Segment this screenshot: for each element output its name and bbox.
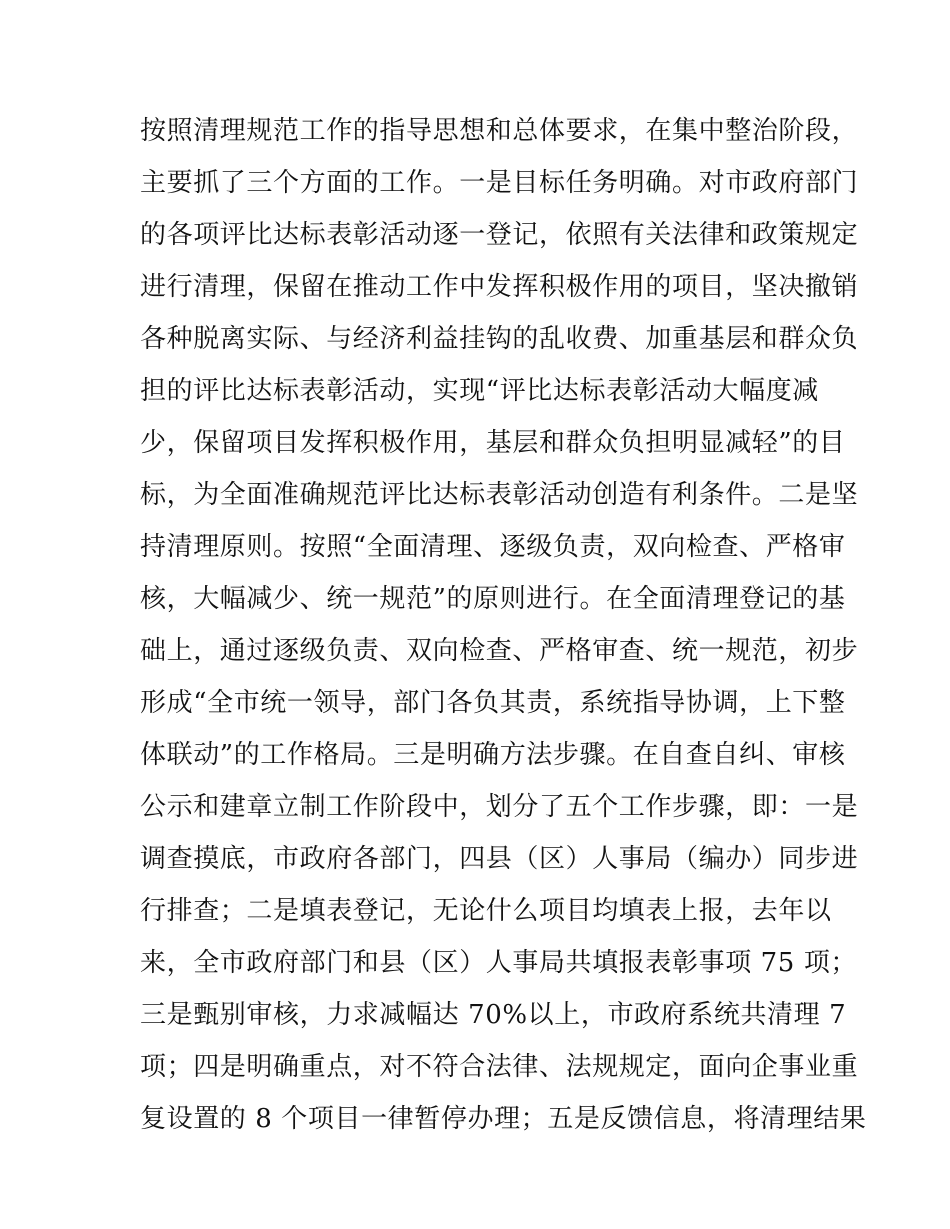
body-paragraph — [140, 105, 867, 1145]
text-line: 复设置的 8 个项目一律暂停办理；五是反馈信息，将清理结果 — [140, 1104, 867, 1134]
text-line: 持清理原则。按照“全面清理、逐级负责，双向检查、严格审 — [140, 532, 846, 562]
text-line: 来，全市政府部门和县（区）人事局共填报表彰事项 75 项； — [140, 948, 858, 978]
text-line: 三是甄别审核，力求减幅达 70%以上，市政府系统共清理 7 — [140, 1000, 847, 1030]
text-line: 体联动”的工作格局。三是明确方法步骤。在自查自纠、审核 — [140, 740, 846, 770]
text-line: 按照清理规范工作的指导思想和总体要求，在集中整治阶段， — [140, 116, 859, 146]
text-line: 标，为全面准确规范评比达标表彰活动创造有利条件。二是坚 — [140, 480, 859, 510]
text-line: 公示和建章立制工作阶段中，划分了五个工作步骤，即：一是 — [140, 792, 859, 822]
text-line: 少，保留项目发挥积极作用，基层和群众负担明显减轻”的目 — [140, 428, 846, 458]
text-line: 核，大幅减少、统一规范”的原则进行。在全面清理登记的基 — [140, 584, 846, 614]
text-line: 各种脱离实际、与经济利益挂钩的乱收费、加重基层和群众负 — [140, 324, 859, 354]
text-line: 项；四是明确重点，对不符合法律、法规规定，面向企事业重 — [140, 1052, 859, 1082]
text-line: 形成“全市统一领导，部门各负其责，系统指导协调，上下整 — [140, 688, 846, 718]
text-line: 担的评比达标表彰活动，实现“评比达标表彰活动大幅度减 — [140, 376, 819, 406]
text-line: 础上，通过逐级负责、双向检查、严格审查、统一规范，初步 — [140, 636, 859, 666]
text-line: 行排查；二是填表登记，无论什么项目均填表上报，去年以 — [140, 896, 832, 926]
text-line: 的各项评比达标表彰活动逐一登记，依照有关法律和政策规定 — [140, 220, 859, 250]
text-line: 主要抓了三个方面的工作。一是目标任务明确。对市政府部门 — [140, 168, 859, 198]
text-line: 调查摸底，市政府各部门，四县（区）人事局（编办）同步进 — [140, 844, 859, 874]
text-line: 进行清理，保留在推动工作中发挥积极作用的项目，坚决撤销 — [140, 272, 859, 302]
